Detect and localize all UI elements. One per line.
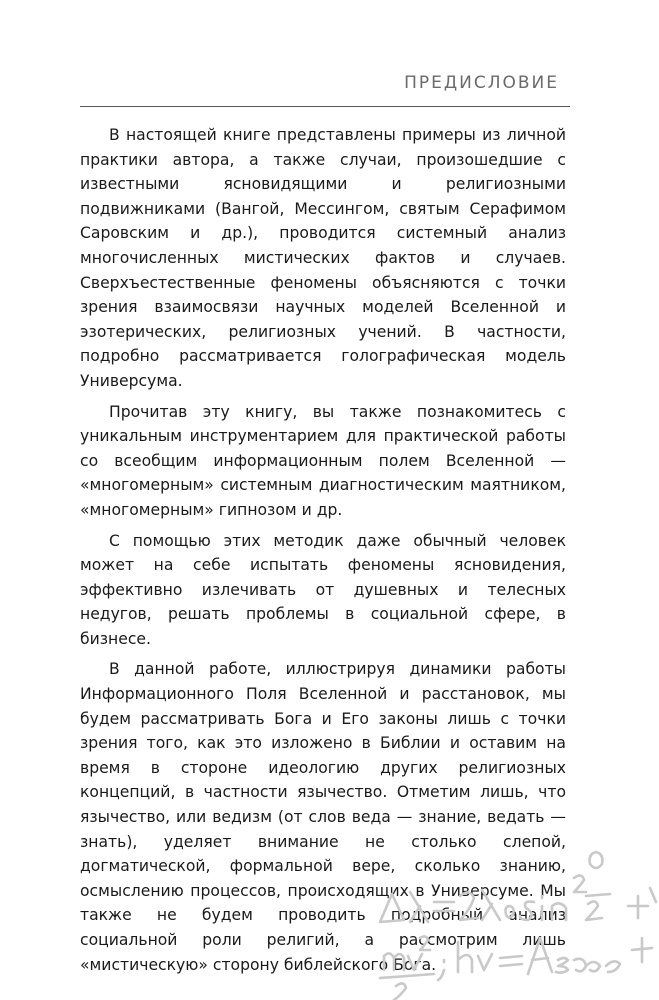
paragraph-3: С помощью этих методик даже обычный человек может на себе испытать феномены ясновидения, эффективно излечивать от душевных и телесных недугов, решать проблемы в социальной сфере, в бизнесе. <box>80 531 566 648</box>
paragraph-4: В данной работе, иллюстрируя динамики работы Информационного Поля Вселенной и расстановок, мы будем рассматривать Бога и Его законы лишь с точки зрения того, как это изложено в Библии и оставим на время в стороне идеологию других религиозных концепций, в частности язычество. Отметим лишь, что язычество, или ведизм (от слов веда — знание, ведать — знать), уделяет внимание не столько слепой, догматической, формальной вере, сколько знанию, осмыслению процессов, происходящих в Универсуме. Мы также не будем проводить подробный анализ социальной роли религий, а рассмотрим лишь «мистическую» сторону библейского Бога. <box>80 660 566 974</box>
handwritten-formula-decoration <box>370 810 659 1000</box>
header-divider <box>80 106 570 107</box>
paragraph-1: В настоящей книге представлены примеры из личной практики автора, а также случаи, произошедшие с известными ясновидящими и религиозными подвижниками (Вангой, Мессингом, святым Серафимом Саровским и др.), проводится системный анализ многочисленных мистических фактов и случаев. Сверхъестественные феномены объясняются с точки зрения взаимосвязи научных моделей Вселенной и эзотерических, религиозных учений. В частности, подробно рассматривается голографическая модель Универсума. <box>80 126 566 390</box>
paragraph-2: Прочитав эту книгу, вы также познакомитесь с уникальным инструментарием для практической работы со всеобщим информационным полем Вселенной — «многомерным» системным диагностическим маятником, «многомерным» гипнозом и др. <box>80 402 566 519</box>
running-header-title: ПРЕДИСЛОВИЕ <box>404 73 559 93</box>
